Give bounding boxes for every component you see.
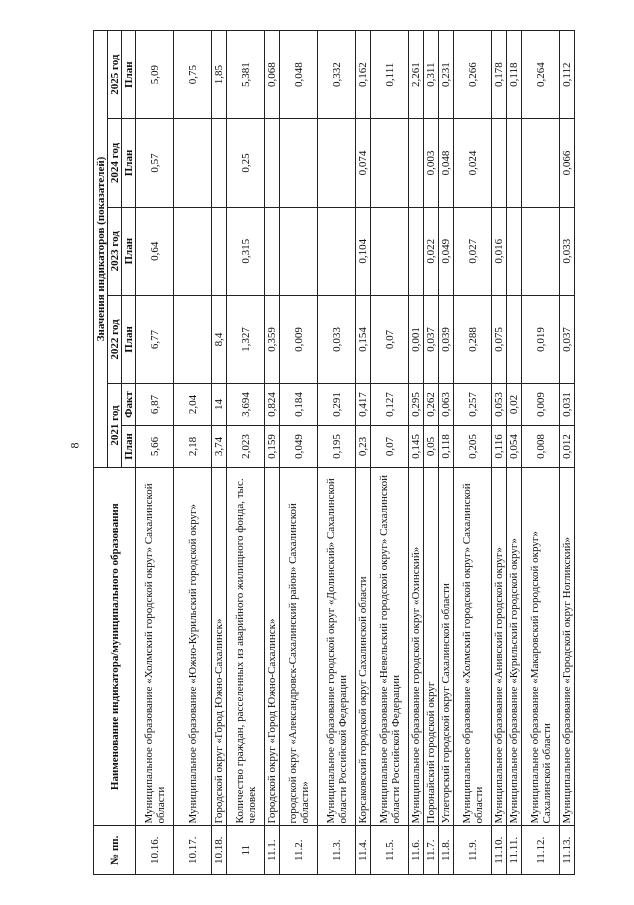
row-number: 11.8. [439, 826, 454, 875]
value-p2024 [409, 119, 424, 207]
row-name: Муниципальное образование городской округ «Долинский» Сахалинской области Российской Федерации [318, 467, 356, 826]
value-f2021: 0,262 [424, 384, 439, 426]
value-p2024: 0,048 [439, 119, 454, 207]
value-p2021: 0,23 [356, 426, 371, 468]
value-p2022: 0,359 [265, 295, 280, 383]
value-p2023 [318, 207, 356, 295]
header-2021: 2021 год [108, 384, 122, 468]
row-number: 11.12. [522, 826, 560, 875]
value-p2023: 0,027 [454, 207, 492, 295]
value-p2024: 0,25 [227, 119, 265, 207]
value-p2021: 3,74 [212, 426, 227, 468]
value-p2025: 0,111 [371, 31, 409, 119]
value-f2021: 2,04 [174, 384, 212, 426]
row-name: Городской округ «Город Южно-Сахалинск» [212, 467, 227, 826]
row-name: Муниципальное образование «Невельский городской округ» Сахалинской области Российской Федерации [371, 467, 409, 826]
value-p2024 [280, 119, 318, 207]
table-row [227, 31, 265, 875]
table-row [212, 31, 227, 875]
value-p2024 [492, 119, 507, 207]
value-f2021: 0,417 [356, 384, 371, 426]
value-p2024: 0,003 [424, 119, 439, 207]
header-2022-plan: План [122, 295, 136, 383]
table-row [424, 31, 439, 875]
value-p2021: 0,159 [265, 426, 280, 468]
row-name: Муниципальное образование «Городской округ Ногликский» [560, 467, 575, 826]
value-p2024: 0,024 [454, 119, 492, 207]
value-p2024: 0,074 [356, 119, 371, 207]
value-f2021: 0,257 [454, 384, 492, 426]
value-f2021: 0,295 [409, 384, 424, 426]
value-f2021: 0,184 [280, 384, 318, 426]
value-p2025: 0,162 [356, 31, 371, 119]
row-name: Городской округ «Город Южно-Сахалинск» [265, 467, 280, 826]
value-p2023: 0,033 [560, 207, 575, 295]
table-row [136, 31, 174, 875]
table-row [371, 31, 409, 875]
value-f2021: 0,031 [560, 384, 575, 426]
value-p2023: 0,104 [356, 207, 371, 295]
row-number: 11.6. [409, 826, 424, 875]
row-number: 11.9. [454, 826, 492, 875]
table-row [454, 31, 492, 875]
row-name: Муниципальное образование «Холмский городской округ» Сахалинской области [136, 467, 174, 826]
value-p2022: 8,4 [212, 295, 227, 383]
table-row [356, 31, 371, 875]
table-row [507, 31, 522, 875]
row-number: 10.17. [174, 826, 212, 875]
value-p2022: 0,288 [454, 295, 492, 383]
value-p2025: 0,264 [522, 31, 560, 119]
value-p2021: 0,008 [522, 426, 560, 468]
value-p2025: 2,261 [409, 31, 424, 119]
value-p2024 [522, 119, 560, 207]
value-f2021: 6,87 [136, 384, 174, 426]
value-f2021: 0,009 [522, 384, 560, 426]
row-name: Муниципальное образование «Анивский городской округ» [492, 467, 507, 826]
value-p2022 [174, 295, 212, 383]
table-header [94, 31, 136, 875]
value-p2021: 5,66 [136, 426, 174, 468]
table-row [174, 31, 212, 875]
indicators-table [93, 30, 575, 875]
value-p2023 [174, 207, 212, 295]
value-p2025: 0,311 [424, 31, 439, 119]
value-p2022 [507, 295, 522, 383]
row-name: Количество граждан, расселенных из аварийного жилищного фонда, тыс. человек [227, 467, 265, 826]
value-p2024 [318, 119, 356, 207]
value-p2022: 6,77 [136, 295, 174, 383]
value-p2022: 0,037 [424, 295, 439, 383]
header-name: Наименование индикатора/муниципального образования [94, 467, 136, 826]
value-p2023: 0,022 [424, 207, 439, 295]
header-num: № пп. [94, 826, 136, 875]
value-f2021: 0,02 [507, 384, 522, 426]
value-p2022: 0,07 [371, 295, 409, 383]
header-2022: 2022 год [108, 295, 122, 383]
rotated-page-inner [88, 0, 628, 905]
value-p2021: 0,116 [492, 426, 507, 468]
value-p2025: 0,332 [318, 31, 356, 119]
row-number: 11 [227, 826, 265, 875]
value-p2025: 0,231 [439, 31, 454, 119]
value-p2023 [371, 207, 409, 295]
value-p2024 [212, 119, 227, 207]
value-f2021: 0,063 [439, 384, 454, 426]
value-p2023 [409, 207, 424, 295]
value-p2025: 0,112 [560, 31, 575, 119]
value-f2021: 0,127 [371, 384, 409, 426]
value-p2021: 0,195 [318, 426, 356, 468]
value-p2021: 0,145 [409, 426, 424, 468]
value-p2025: 5,381 [227, 31, 265, 119]
value-p2021: 0,049 [280, 426, 318, 468]
row-number: 11.3. [318, 826, 356, 875]
value-p2023: 0,315 [227, 207, 265, 295]
header-2023: 2023 год [108, 207, 122, 295]
value-p2021: 2,023 [227, 426, 265, 468]
row-name: Муниципальное образование «Южно-Курильский городской округ» [174, 467, 212, 826]
row-number: 11.1. [265, 826, 280, 875]
table-row [280, 31, 318, 875]
table-row [560, 31, 575, 875]
row-number: 11.13. [560, 826, 575, 875]
value-p2021: 0,118 [439, 426, 454, 468]
header-2025-plan: План [122, 31, 136, 119]
value-p2025: 0,048 [280, 31, 318, 119]
value-p2022: 0,001 [409, 295, 424, 383]
value-p2022: 0,039 [439, 295, 454, 383]
value-f2021: 14 [212, 384, 227, 426]
row-number: 11.7. [424, 826, 439, 875]
row-name: Муниципальное образование «Макаровский городской округ» Сахалинской области [522, 467, 560, 826]
value-p2022: 0,075 [492, 295, 507, 383]
table-row [318, 31, 356, 875]
value-p2023: 0,016 [492, 207, 507, 295]
value-p2025: 1,85 [212, 31, 227, 119]
value-p2024 [174, 119, 212, 207]
row-name: Корсаковский городской округ Сахалинской области [356, 467, 371, 826]
value-p2021: 0,05 [424, 426, 439, 468]
value-p2022: 0,154 [356, 295, 371, 383]
value-p2023: 0,64 [136, 207, 174, 295]
table-row [439, 31, 454, 875]
row-number: 10.16. [136, 826, 174, 875]
header-values-group: Значения индикаторов (показателей) [94, 31, 108, 468]
table-body [136, 31, 575, 875]
value-p2025: 0,178 [492, 31, 507, 119]
header-2025: 2025 год [108, 31, 122, 119]
row-name: городской округ «Александровск-Сахалинский район» Сахалинской области» [280, 467, 318, 826]
value-p2025: 5,09 [136, 31, 174, 119]
row-name: Углегорский городской округ Сахалинской области [439, 467, 454, 826]
row-name: Поронайский городской округ [424, 467, 439, 826]
table-row [522, 31, 560, 875]
value-f2021: 3,694 [227, 384, 265, 426]
rotated-page [88, 0, 628, 905]
header-2024-plan: План [122, 119, 136, 207]
value-p2022: 0,033 [318, 295, 356, 383]
value-p2022: 1,327 [227, 295, 265, 383]
row-number: 11.10. [492, 826, 507, 875]
value-p2022: 0,009 [280, 295, 318, 383]
value-p2025: 0,266 [454, 31, 492, 119]
value-f2021: 0,824 [265, 384, 280, 426]
header-2024: 2024 год [108, 119, 122, 207]
value-p2021: 2,18 [174, 426, 212, 468]
row-number: 10.18. [212, 826, 227, 875]
value-p2025: 0,75 [174, 31, 212, 119]
value-f2021: 0,053 [492, 384, 507, 426]
value-p2023 [265, 207, 280, 295]
header-2023-plan: План [122, 207, 136, 295]
row-name: Муниципальное образование городской округ «Охинский» [409, 467, 424, 826]
value-p2023 [522, 207, 560, 295]
page-number: 8 [67, 442, 82, 449]
header-2021-plan: План [122, 426, 136, 468]
value-p2024 [507, 119, 522, 207]
value-p2023 [212, 207, 227, 295]
table-row [409, 31, 424, 875]
value-p2024: 0,066 [560, 119, 575, 207]
row-number: 11.4. [356, 826, 371, 875]
value-p2023 [507, 207, 522, 295]
header-2021-fact: Факт [122, 384, 136, 426]
value-p2025: 0,118 [507, 31, 522, 119]
table-row [492, 31, 507, 875]
value-p2023: 0,049 [439, 207, 454, 295]
value-p2022: 0,037 [560, 295, 575, 383]
value-p2023 [280, 207, 318, 295]
row-number: 11.5. [371, 826, 409, 875]
value-p2024 [265, 119, 280, 207]
value-p2021: 0,07 [371, 426, 409, 468]
value-p2021: 0,205 [454, 426, 492, 468]
row-name: Муниципальное образование «Холмский городской округ» Сахалинской области [454, 467, 492, 826]
value-p2024: 0,57 [136, 119, 174, 207]
table-row [265, 31, 280, 875]
value-p2025: 0,068 [265, 31, 280, 119]
row-number: 11.2. [280, 826, 318, 875]
value-p2021: 0,012 [560, 426, 575, 468]
value-p2024 [371, 119, 409, 207]
row-name: Муниципальное образование «Курильский городской округ» [507, 467, 522, 826]
value-p2021: 0,054 [507, 426, 522, 468]
row-number: 11.11. [507, 826, 522, 875]
value-f2021: 0,291 [318, 384, 356, 426]
value-p2022: 0,019 [522, 295, 560, 383]
